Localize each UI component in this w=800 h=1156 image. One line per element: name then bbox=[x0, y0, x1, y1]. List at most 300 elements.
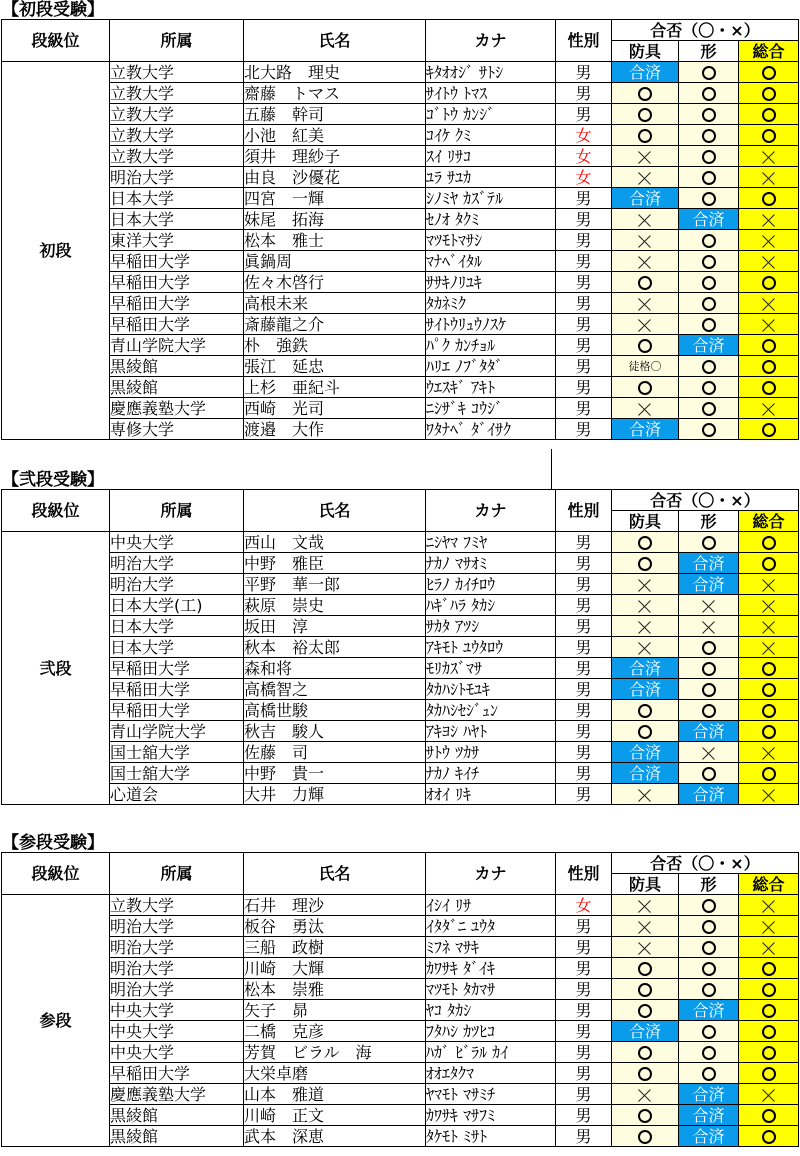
table-row bbox=[2, 895, 799, 916]
pass-circle-icon bbox=[702, 150, 716, 164]
bogu-result-cell bbox=[612, 979, 679, 1000]
kana-cell: ｶﾜｻｷ ﾏｻﾌﾐ bbox=[426, 1105, 556, 1126]
kata-result-cell bbox=[679, 419, 739, 440]
table-row bbox=[2, 251, 799, 272]
name-cell: 斎藤龍之介 bbox=[244, 314, 426, 335]
sogo-result-cell bbox=[739, 1105, 799, 1126]
sogo-result-cell bbox=[739, 979, 799, 1000]
affiliation-cell: 心道会 bbox=[110, 784, 244, 805]
pass-circle-icon bbox=[762, 557, 776, 571]
pass-circle-icon bbox=[702, 1067, 716, 1081]
sogo-result-cell bbox=[739, 230, 799, 251]
pass-circle-icon bbox=[638, 725, 652, 739]
pass-circle-icon bbox=[638, 129, 652, 143]
fail-cross-icon bbox=[638, 150, 652, 164]
table-row bbox=[2, 230, 799, 251]
header-row bbox=[2, 20, 799, 41]
pass-circle-icon bbox=[762, 1025, 776, 1039]
name-cell: 妹尾 拓海 bbox=[244, 209, 426, 230]
affiliation-cell: 東洋大学 bbox=[110, 230, 244, 251]
affiliation-cell: 青山学院大学 bbox=[110, 721, 244, 742]
fail-cross-icon bbox=[638, 297, 652, 311]
name-cell: 大井 力輝 bbox=[244, 784, 426, 805]
sogo-result-cell bbox=[739, 251, 799, 272]
pass-circle-icon bbox=[638, 339, 652, 353]
kana-cell: ｻｲﾄｳﾘｭｳﾉｽｹ bbox=[426, 314, 556, 335]
sogo-result-cell bbox=[739, 209, 799, 230]
header-row bbox=[2, 490, 799, 511]
kana-cell: ｲﾀﾀﾞﾆ ﾕｳﾀ bbox=[426, 916, 556, 937]
bogu-result-cell bbox=[612, 125, 679, 146]
grade-header: 段級位 bbox=[2, 20, 110, 62]
name-cell: 渡邉 大作 bbox=[244, 419, 426, 440]
pass-circle-icon bbox=[762, 192, 776, 206]
pass-circle-icon bbox=[638, 1046, 652, 1060]
sex-cell: 男 bbox=[556, 1126, 612, 1147]
sogo-result-cell bbox=[739, 1126, 799, 1147]
name-cell: 秋吉 駿人 bbox=[244, 721, 426, 742]
kana-cell: ﾏﾂﾓﾄ ﾀｶﾏｻ bbox=[426, 979, 556, 1000]
table-row bbox=[2, 1063, 799, 1084]
sogo-result-cell bbox=[739, 83, 799, 104]
pass-circle-icon bbox=[702, 108, 716, 122]
name-cell: 西崎 光司 bbox=[244, 398, 426, 419]
name-cell: 由良 沙優花 bbox=[244, 167, 426, 188]
kana-header: カナ bbox=[426, 853, 556, 895]
name-cell: 二橋 克彦 bbox=[244, 1021, 426, 1042]
sex-cell: 男 bbox=[556, 230, 612, 251]
kana-cell: ﾀｶﾊｼｾｼﾞｭﾝ bbox=[426, 700, 556, 721]
fail-cross-icon bbox=[638, 402, 652, 416]
affiliation-cell: 日本大学 bbox=[110, 637, 244, 658]
pass-circle-icon bbox=[702, 402, 716, 416]
fail-cross-icon bbox=[762, 150, 776, 164]
name-cell: 朴 強鉄 bbox=[244, 335, 426, 356]
affiliation-cell: 早稲田大学 bbox=[110, 314, 244, 335]
sex-cell: 男 bbox=[556, 700, 612, 721]
pass-circle-icon bbox=[762, 423, 776, 437]
kana-cell: ｷﾀｵｵｼﾞ ｻﾄｼ bbox=[426, 62, 556, 83]
kana-cell: ｺﾞﾄｳ ｶﾝｼﾞ bbox=[426, 104, 556, 125]
pass-circle-icon bbox=[702, 941, 716, 955]
name-cell: 中野 貴一 bbox=[244, 763, 426, 784]
sogo-result-cell bbox=[739, 62, 799, 83]
kana-cell: ﾆｼｻﾞｷ ｺｳｼﾞ bbox=[426, 398, 556, 419]
table-row bbox=[2, 637, 799, 658]
name-cell: 中野 雅臣 bbox=[244, 553, 426, 574]
pass-circle-icon bbox=[702, 66, 716, 80]
bogu-result-cell bbox=[612, 272, 679, 293]
pass-circle-icon bbox=[702, 536, 716, 550]
kata-result-cell bbox=[679, 356, 739, 377]
sogo-result-cell bbox=[739, 398, 799, 419]
kata-result-cell bbox=[679, 167, 739, 188]
bogu-result-cell bbox=[612, 209, 679, 230]
affiliation-cell: 慶應義塾大学 bbox=[110, 1084, 244, 1105]
sex-cell: 女 bbox=[556, 895, 612, 916]
table-row bbox=[2, 104, 799, 125]
kata-header: 形 bbox=[679, 511, 739, 532]
table-row bbox=[2, 83, 799, 104]
name-cell: 板谷 勇汰 bbox=[244, 916, 426, 937]
kana-cell: ﾆｼﾔﾏ ﾌﾐﾔ bbox=[426, 532, 556, 553]
bogu-result-cell bbox=[612, 1063, 679, 1084]
kata-header: 形 bbox=[679, 874, 739, 895]
bogu-header: 防具 bbox=[612, 41, 679, 62]
sogo-result-cell bbox=[739, 658, 799, 679]
sex-cell: 女 bbox=[556, 125, 612, 146]
pass-circle-icon bbox=[702, 704, 716, 718]
table-row bbox=[2, 356, 799, 377]
affiliation-cell: 立教大学 bbox=[110, 895, 244, 916]
bogu-result-cell bbox=[612, 1000, 679, 1021]
kana-cell: ﾐﾌﾈ ﾏｻｷ bbox=[426, 937, 556, 958]
bogu-result-cell: 合済 bbox=[612, 679, 679, 700]
kata-result-cell bbox=[679, 937, 739, 958]
kata-result-cell bbox=[679, 595, 739, 616]
kata-result-cell: 合済 bbox=[679, 553, 739, 574]
sogo-result-cell bbox=[739, 356, 799, 377]
sogo-result-cell bbox=[739, 574, 799, 595]
kata-result-cell bbox=[679, 1042, 739, 1063]
kana-cell: ｱｷﾓﾄ ﾕｳﾀﾛｳ bbox=[426, 637, 556, 658]
bogu-result-cell bbox=[612, 230, 679, 251]
sogo-result-cell bbox=[739, 272, 799, 293]
pass-circle-icon bbox=[762, 1130, 776, 1144]
sex-cell: 男 bbox=[556, 637, 612, 658]
sex-cell: 男 bbox=[556, 188, 612, 209]
name-cell: 高根未来 bbox=[244, 293, 426, 314]
sex-cell: 男 bbox=[556, 553, 612, 574]
pass-circle-icon bbox=[702, 297, 716, 311]
fail-cross-icon bbox=[762, 899, 776, 913]
sex-cell: 男 bbox=[556, 1084, 612, 1105]
kana-cell: ｼﾉﾐﾔ ｶｽﾞﾃﾙ bbox=[426, 188, 556, 209]
table-row bbox=[2, 742, 799, 763]
bogu-header: 防具 bbox=[612, 874, 679, 895]
bogu-result-cell bbox=[612, 895, 679, 916]
pass-circle-icon bbox=[762, 1046, 776, 1060]
pass-circle-icon bbox=[702, 983, 716, 997]
fail-cross-icon bbox=[638, 318, 652, 332]
kana-cell: ﾕﾗ ｻﾕｶ bbox=[426, 167, 556, 188]
kata-result-cell bbox=[679, 916, 739, 937]
name-cell: 佐々木啓行 bbox=[244, 272, 426, 293]
name-cell: 大栄卓磨 bbox=[244, 1063, 426, 1084]
table-row bbox=[2, 721, 799, 742]
affiliation-cell: 立教大学 bbox=[110, 62, 244, 83]
table-row bbox=[2, 125, 799, 146]
affiliation-cell: 黒綾館 bbox=[110, 356, 244, 377]
fail-cross-icon bbox=[762, 318, 776, 332]
kana-cell: ﾊｶﾞ ﾋﾞﾗﾙ ｶｲ bbox=[426, 1042, 556, 1063]
affiliation-cell: 早稲田大学 bbox=[110, 700, 244, 721]
sex-cell: 女 bbox=[556, 146, 612, 167]
pass-circle-icon bbox=[762, 360, 776, 374]
kana-cell: ｱｷﾖｼ ﾊﾔﾄ bbox=[426, 721, 556, 742]
kata-result-cell bbox=[679, 398, 739, 419]
name-cell: 西山 文哉 bbox=[244, 532, 426, 553]
sex-cell: 男 bbox=[556, 356, 612, 377]
name-cell: 森和将 bbox=[244, 658, 426, 679]
sogo-result-cell bbox=[739, 553, 799, 574]
kana-cell: ｾﾉｵ ﾀｸﾐ bbox=[426, 209, 556, 230]
affiliation-cell: 青山学院大学 bbox=[110, 335, 244, 356]
sex-cell: 男 bbox=[556, 532, 612, 553]
column-divider-line bbox=[551, 449, 552, 489]
table-row bbox=[2, 574, 799, 595]
pass-circle-icon bbox=[702, 683, 716, 697]
affiliation-cell: 日本大学 bbox=[110, 209, 244, 230]
pass-circle-icon bbox=[638, 1130, 652, 1144]
fail-cross-icon bbox=[762, 746, 776, 760]
bogu-result-cell bbox=[612, 398, 679, 419]
kata-result-cell: 合済 bbox=[679, 1105, 739, 1126]
sex-header: 性別 bbox=[556, 20, 612, 62]
sogo-result-cell bbox=[739, 895, 799, 916]
fail-cross-icon bbox=[638, 171, 652, 185]
sogo-result-cell bbox=[739, 314, 799, 335]
pass-circle-icon bbox=[638, 962, 652, 976]
bogu-result-cell bbox=[612, 916, 679, 937]
sogo-result-cell bbox=[739, 937, 799, 958]
sex-cell: 男 bbox=[556, 979, 612, 1000]
results-table bbox=[1, 19, 799, 440]
table-row bbox=[2, 167, 799, 188]
bogu-result-cell bbox=[612, 937, 679, 958]
table-row bbox=[2, 1126, 799, 1147]
pass-circle-icon bbox=[702, 662, 716, 676]
affiliation-cell: 早稲田大学 bbox=[110, 293, 244, 314]
sex-cell: 男 bbox=[556, 958, 612, 979]
result-header: 合否（〇・×） bbox=[612, 853, 799, 874]
pass-circle-icon bbox=[762, 683, 776, 697]
sex-cell: 男 bbox=[556, 721, 612, 742]
affiliation-cell: 明治大学 bbox=[110, 979, 244, 1000]
kana-cell: ﾀｹﾓﾄ ﾐｻﾄ bbox=[426, 1126, 556, 1147]
pass-circle-icon bbox=[762, 983, 776, 997]
bogu-result-cell bbox=[612, 1084, 679, 1105]
fail-cross-icon bbox=[762, 255, 776, 269]
affiliation-cell: 明治大学 bbox=[110, 553, 244, 574]
sex-cell: 男 bbox=[556, 314, 612, 335]
name-cell: 芳賀 ビラル 海 bbox=[244, 1042, 426, 1063]
kana-cell: ﾌﾀﾊｼ ｶﾂﾋｺ bbox=[426, 1021, 556, 1042]
section-title: 【弐段受験】 bbox=[2, 470, 104, 490]
kana-cell: ｽｲ ﾘｻｺ bbox=[426, 146, 556, 167]
bogu-result-cell bbox=[612, 1042, 679, 1063]
table-row bbox=[2, 700, 799, 721]
pass-circle-icon bbox=[762, 381, 776, 395]
bogu-result-cell bbox=[612, 83, 679, 104]
bogu-result-cell bbox=[612, 700, 679, 721]
bogu-result-cell: 合済 bbox=[612, 658, 679, 679]
kata-result-cell bbox=[679, 742, 739, 763]
bogu-result-cell bbox=[612, 167, 679, 188]
pass-circle-icon bbox=[702, 318, 716, 332]
name-header: 氏名 bbox=[244, 853, 426, 895]
kata-result-cell bbox=[679, 104, 739, 125]
kana-cell: ﾊﾘｴ ﾉﾌﾞﾀﾀﾞ bbox=[426, 356, 556, 377]
header-row bbox=[2, 853, 799, 874]
affiliation-cell: 国士舘大学 bbox=[110, 763, 244, 784]
affiliation-cell: 日本大学 bbox=[110, 616, 244, 637]
sex-cell: 女 bbox=[556, 167, 612, 188]
pass-circle-icon bbox=[702, 171, 716, 185]
sex-cell: 男 bbox=[556, 784, 612, 805]
kata-result-cell bbox=[679, 377, 739, 398]
sex-cell: 男 bbox=[556, 1105, 612, 1126]
sogo-result-cell bbox=[739, 916, 799, 937]
name-header: 氏名 bbox=[244, 490, 426, 532]
bogu-result-cell bbox=[612, 1105, 679, 1126]
name-cell: 川崎 正文 bbox=[244, 1105, 426, 1126]
bogu-result-cell bbox=[612, 616, 679, 637]
kata-header: 形 bbox=[679, 41, 739, 62]
sogo-result-cell bbox=[739, 958, 799, 979]
fail-cross-icon bbox=[762, 297, 776, 311]
sogo-result-cell bbox=[739, 335, 799, 356]
pass-circle-icon bbox=[762, 108, 776, 122]
fail-cross-icon bbox=[638, 599, 652, 613]
pass-circle-icon bbox=[638, 87, 652, 101]
bogu-result-cell bbox=[612, 377, 679, 398]
affiliation-cell: 早稲田大学 bbox=[110, 679, 244, 700]
name-cell: 川崎 大輝 bbox=[244, 958, 426, 979]
sogo-result-cell bbox=[739, 1042, 799, 1063]
kata-result-cell: 合済 bbox=[679, 335, 739, 356]
table-row bbox=[2, 377, 799, 398]
fail-cross-icon bbox=[638, 941, 652, 955]
kana-cell: ﾀｶﾈﾐｸ bbox=[426, 293, 556, 314]
pass-circle-icon bbox=[762, 87, 776, 101]
pass-circle-icon bbox=[638, 983, 652, 997]
affiliation-cell: 黒綾館 bbox=[110, 377, 244, 398]
kata-result-cell: 合済 bbox=[679, 1126, 739, 1147]
kata-result-cell bbox=[679, 1063, 739, 1084]
kata-result-cell bbox=[679, 979, 739, 1000]
section-title: 【初段受験】 bbox=[2, 0, 104, 20]
affiliation-cell: 中央大学 bbox=[110, 1000, 244, 1021]
affiliation-cell: 早稲田大学 bbox=[110, 272, 244, 293]
result-header: 合否（〇・×） bbox=[612, 20, 799, 41]
sogo-result-cell bbox=[739, 104, 799, 125]
table-row bbox=[2, 1042, 799, 1063]
affiliation-cell: 立教大学 bbox=[110, 104, 244, 125]
pass-circle-icon bbox=[702, 360, 716, 374]
affiliation-cell: 日本大学(工) bbox=[110, 595, 244, 616]
bogu-result-cell bbox=[612, 146, 679, 167]
name-cell: 平野 華一郎 bbox=[244, 574, 426, 595]
result-header: 合否（〇・×） bbox=[612, 490, 799, 511]
table-row bbox=[2, 763, 799, 784]
sogo-result-cell bbox=[739, 679, 799, 700]
kana-cell: ｻｲﾄｳ ﾄﾏｽ bbox=[426, 83, 556, 104]
fail-cross-icon bbox=[638, 920, 652, 934]
sex-cell: 男 bbox=[556, 251, 612, 272]
kata-result-cell bbox=[679, 230, 739, 251]
fail-cross-icon bbox=[762, 578, 776, 592]
pass-circle-icon bbox=[638, 1067, 652, 1081]
pass-circle-icon bbox=[762, 1067, 776, 1081]
affiliation-cell: 立教大学 bbox=[110, 146, 244, 167]
sogo-result-cell bbox=[739, 784, 799, 805]
pass-circle-icon bbox=[638, 536, 652, 550]
affiliation-cell: 立教大学 bbox=[110, 83, 244, 104]
table-row bbox=[2, 419, 799, 440]
bogu-result-cell bbox=[612, 1126, 679, 1147]
table-row bbox=[2, 958, 799, 979]
table-row bbox=[2, 658, 799, 679]
name-cell: 松本 雅士 bbox=[244, 230, 426, 251]
name-cell: 矢子 昴 bbox=[244, 1000, 426, 1021]
kana-cell: ﾋﾗﾉ ｶｲﾁﾛｳ bbox=[426, 574, 556, 595]
pass-circle-icon bbox=[702, 1025, 716, 1039]
results-table bbox=[1, 489, 799, 805]
bogu-result-cell: 合済 bbox=[612, 1021, 679, 1042]
section-title: 【参段受験】 bbox=[2, 833, 104, 853]
sex-cell: 男 bbox=[556, 272, 612, 293]
fail-cross-icon bbox=[762, 599, 776, 613]
bogu-result-cell bbox=[612, 314, 679, 335]
bogu-header: 防具 bbox=[612, 511, 679, 532]
fail-cross-icon bbox=[702, 599, 716, 613]
name-cell: 齋藤 トマス bbox=[244, 83, 426, 104]
sogo-header: 総合 bbox=[739, 511, 799, 532]
pass-circle-icon bbox=[638, 1004, 652, 1018]
affiliation-cell: 早稲田大学 bbox=[110, 1063, 244, 1084]
sex-cell: 男 bbox=[556, 62, 612, 83]
grade-cell: 参段 bbox=[2, 895, 110, 1147]
kana-cell: ｻｻｷﾉﾘﾕｷ bbox=[426, 272, 556, 293]
name-cell: 張江 延忠 bbox=[244, 356, 426, 377]
kana-cell: ﾅｶﾉ ﾏｻｵﾐ bbox=[426, 553, 556, 574]
affiliation-cell: 中央大学 bbox=[110, 532, 244, 553]
kata-result-cell bbox=[679, 125, 739, 146]
sogo-result-cell bbox=[739, 742, 799, 763]
kata-result-cell bbox=[679, 700, 739, 721]
bogu-result-cell bbox=[612, 251, 679, 272]
sogo-result-cell bbox=[739, 721, 799, 742]
kana-header: カナ bbox=[426, 20, 556, 62]
sogo-result-cell bbox=[739, 637, 799, 658]
fail-cross-icon bbox=[762, 1088, 776, 1102]
name-cell: 萩原 崇史 bbox=[244, 595, 426, 616]
sogo-result-cell bbox=[739, 1021, 799, 1042]
fail-cross-icon bbox=[702, 620, 716, 634]
pass-circle-icon bbox=[702, 255, 716, 269]
kana-cell: ﾀｶﾊｼﾄﾓﾕｷ bbox=[426, 679, 556, 700]
fail-cross-icon bbox=[762, 941, 776, 955]
pass-circle-icon bbox=[762, 767, 776, 781]
bogu-result-cell bbox=[612, 553, 679, 574]
table-row bbox=[2, 62, 799, 83]
sex-cell: 男 bbox=[556, 679, 612, 700]
pass-circle-icon bbox=[702, 192, 716, 206]
pass-circle-icon bbox=[762, 276, 776, 290]
pass-circle-icon bbox=[762, 339, 776, 353]
name-cell: 松本 崇雅 bbox=[244, 979, 426, 1000]
pass-circle-icon bbox=[702, 381, 716, 395]
sogo-result-cell bbox=[739, 419, 799, 440]
kana-cell: ｻﾄｳ ﾂｶｻ bbox=[426, 742, 556, 763]
name-cell: 眞鍋周 bbox=[244, 251, 426, 272]
fail-cross-icon bbox=[638, 255, 652, 269]
sogo-result-cell bbox=[739, 1000, 799, 1021]
fail-cross-icon bbox=[638, 578, 652, 592]
kata-result-cell bbox=[679, 637, 739, 658]
bogu-result-cell: 徒格〇 bbox=[612, 356, 679, 377]
